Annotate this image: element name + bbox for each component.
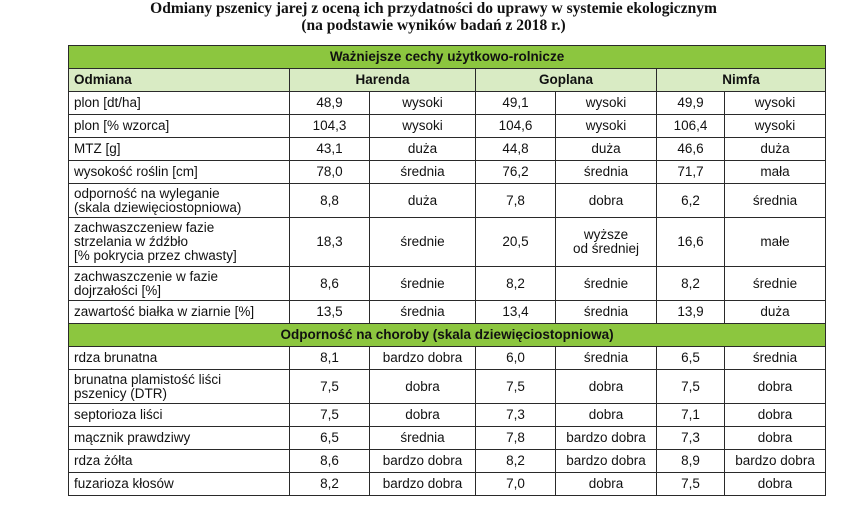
value-rating: wysoki [725, 92, 826, 115]
value-rating: dobra [370, 370, 476, 404]
value-number: 20,5 [476, 218, 556, 267]
value-rating: średnia [370, 427, 476, 450]
trait-row [69, 301, 826, 324]
value-number: 7,8 [476, 427, 556, 450]
value-number: 8,2 [657, 267, 725, 301]
value-number: 8,6 [290, 267, 370, 301]
row-label: plon [% wzorca] [69, 115, 290, 138]
value-rating: bardzo dobra [370, 450, 476, 473]
document-title [0, 0, 867, 34]
title-line-1: Odmiany pszenicy jarej z oceną ich przydatności do uprawy w systemie ekologicznym [150, 0, 717, 17]
value-number: 13,5 [290, 301, 370, 324]
value-number: 13,4 [476, 301, 556, 324]
value-rating: dobra [725, 473, 826, 496]
value-number: 43,1 [290, 138, 370, 161]
value-rating: bardzo dobra [725, 450, 826, 473]
value-rating: wysoki [725, 115, 826, 138]
row-label: zawartość białka w ziarnie [%] [69, 301, 290, 324]
value-number: 7,5 [657, 370, 725, 404]
title-line-2: (na podstawie wyników badań z 2018 r.) [301, 17, 566, 34]
value-rating: średnie [556, 267, 657, 301]
trait-row [69, 115, 826, 138]
row-label: septorioza liści [69, 404, 290, 427]
row-label: fuzarioza kłosów [69, 473, 290, 496]
value-rating: wysoki [556, 115, 657, 138]
value-number: 71,7 [657, 161, 725, 184]
section-header-diseases [69, 324, 826, 347]
value-rating: wysoki [556, 92, 657, 115]
value-rating: duża [556, 138, 657, 161]
disease-row [69, 347, 826, 370]
value-rating: duża [725, 301, 826, 324]
disease-row [69, 404, 826, 427]
value-rating: dobra [725, 427, 826, 450]
row-label: rdza brunatna [69, 347, 290, 370]
value-number: 7,3 [476, 404, 556, 427]
value-rating: średnia [370, 301, 476, 324]
trait-row [69, 267, 826, 301]
value-rating: duża [370, 138, 476, 161]
value-number: 18,3 [290, 218, 370, 267]
value-number: 16,6 [657, 218, 725, 267]
header-harenda: Harenda [290, 69, 476, 92]
value-number: 44,8 [476, 138, 556, 161]
value-rating: wysoki [370, 92, 476, 115]
value-rating: wysoki [370, 115, 476, 138]
value-rating: bardzo dobra [370, 473, 476, 496]
row-label: mącznik prawdziwy [69, 427, 290, 450]
value-number: 8,2 [476, 450, 556, 473]
value-rating: dobra [725, 370, 826, 404]
section-header-traits-title: Ważniejsze cechy użytkowo-rolnicze [69, 46, 826, 69]
value-number: 7,0 [476, 473, 556, 496]
value-rating: średnia [725, 184, 826, 218]
value-number: 76,2 [476, 161, 556, 184]
value-number: 8,9 [657, 450, 725, 473]
trait-row [69, 184, 826, 218]
header-variety: Odmiana [69, 69, 290, 92]
value-rating: bardzo dobra [370, 347, 476, 370]
value-number: 104,3 [290, 115, 370, 138]
value-number: 6,5 [290, 427, 370, 450]
trait-row [69, 138, 826, 161]
value-rating: dobra [556, 370, 657, 404]
value-number: 7,8 [476, 184, 556, 218]
row-label: zachwaszczenie w fazie dojrzałości [%] [69, 267, 290, 301]
disease-row [69, 370, 826, 404]
value-rating: bardzo dobra [556, 427, 657, 450]
varieties-table [68, 45, 826, 496]
value-rating: średnia [556, 301, 657, 324]
value-rating: wyższe od średniej [556, 218, 657, 267]
value-rating: małe [725, 218, 826, 267]
value-number: 8,2 [290, 473, 370, 496]
header-nimfa: Nimfa [657, 69, 826, 92]
value-rating: średnia [370, 161, 476, 184]
value-rating: dobra [556, 473, 657, 496]
row-label: rdza żółta [69, 450, 290, 473]
header-goplana: Goplana [476, 69, 657, 92]
value-number: 46,6 [657, 138, 725, 161]
value-rating: średnie [725, 267, 826, 301]
value-number: 8,8 [290, 184, 370, 218]
value-number: 8,6 [290, 450, 370, 473]
trait-row [69, 161, 826, 184]
value-number: 7,5 [657, 473, 725, 496]
disease-row [69, 427, 826, 450]
value-number: 6,5 [657, 347, 725, 370]
trait-row [69, 218, 826, 267]
value-rating: średnia [725, 347, 826, 370]
value-number: 48,9 [290, 92, 370, 115]
row-label: odporność na wyleganie (skala dziewięciostopniowa) [69, 184, 290, 218]
row-label: MTZ [g] [69, 138, 290, 161]
value-rating: dobra [556, 184, 657, 218]
disease-row [69, 473, 826, 496]
value-number: 7,5 [290, 404, 370, 427]
value-number: 13,9 [657, 301, 725, 324]
value-rating: średnia [556, 161, 657, 184]
disease-row [69, 450, 826, 473]
value-number: 7,5 [290, 370, 370, 404]
value-number: 6,0 [476, 347, 556, 370]
value-number: 7,5 [476, 370, 556, 404]
value-rating: średnie [370, 267, 476, 301]
value-number: 49,9 [657, 92, 725, 115]
value-rating: duża [370, 184, 476, 218]
row-label: zachwaszczeniew fazie strzelania w źdźbło [% pokrycia przez chwasty] [69, 218, 290, 267]
row-label: plon [dt/ha] [69, 92, 290, 115]
value-rating: dobra [556, 404, 657, 427]
column-header-row [69, 69, 826, 92]
value-rating: duża [725, 138, 826, 161]
trait-row [69, 92, 826, 115]
value-number: 7,3 [657, 427, 725, 450]
value-number: 78,0 [290, 161, 370, 184]
value-rating: dobra [725, 404, 826, 427]
section-header-diseases-title: Odporność na choroby (skala dziewięciostopniowa) [69, 324, 826, 347]
value-rating: średnie [370, 218, 476, 267]
value-number: 49,1 [476, 92, 556, 115]
value-number: 106,4 [657, 115, 725, 138]
value-rating: dobra [370, 404, 476, 427]
section-header-traits [69, 46, 826, 69]
row-label: wysokość roślin [cm] [69, 161, 290, 184]
row-label: brunatna plamistość liści pszenicy (DTR) [69, 370, 290, 404]
value-rating: średnia [556, 347, 657, 370]
value-rating: bardzo dobra [556, 450, 657, 473]
value-number: 7,1 [657, 404, 725, 427]
value-number: 104,6 [476, 115, 556, 138]
value-number: 8,2 [476, 267, 556, 301]
value-number: 6,2 [657, 184, 725, 218]
value-rating: mała [725, 161, 826, 184]
value-number: 8,1 [290, 347, 370, 370]
